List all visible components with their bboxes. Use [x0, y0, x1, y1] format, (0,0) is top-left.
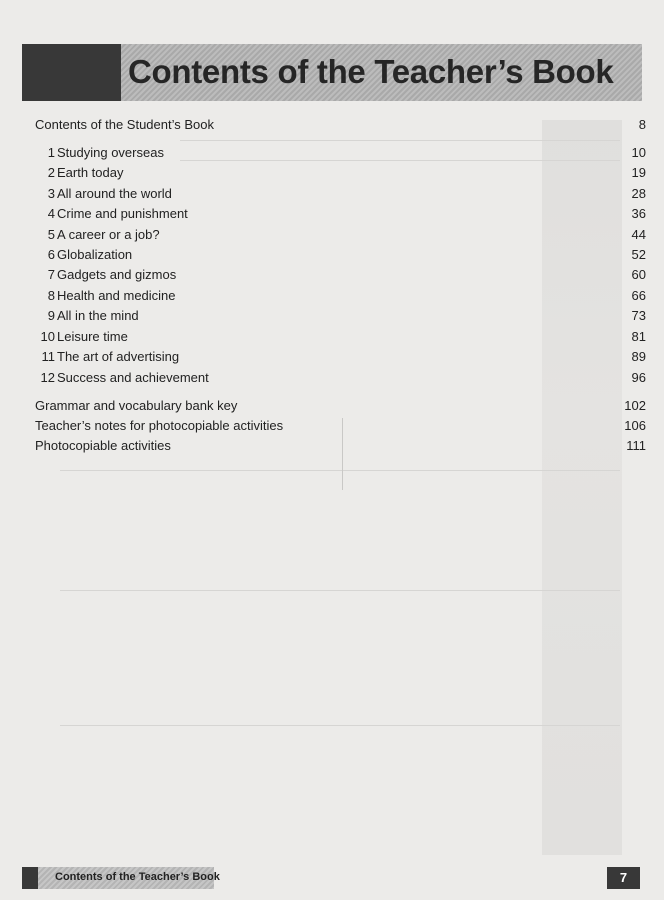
unit-number: 7: [47, 267, 55, 282]
unit-number: 8: [47, 288, 55, 303]
page-title: Contents of the Teacher’s Book: [128, 53, 614, 90]
toc-unit-3[interactable]: [35, 185, 646, 203]
toc-unit-8[interactable]: [35, 287, 646, 305]
toc-entry-title: Grammar and vocabulary bank key: [35, 398, 238, 413]
unit-page: 10: [631, 145, 646, 160]
unit-number: 5: [47, 227, 55, 242]
unit-number: 9: [47, 308, 55, 323]
toc-entry-title: Teacher’s notes for photocopiable activities: [35, 418, 284, 433]
unit-page: 66: [631, 288, 646, 303]
toc-entry-grammar-key[interactable]: [35, 397, 646, 415]
toc-entry-photocopiables[interactable]: [35, 437, 646, 455]
toc-unit-10[interactable]: [35, 328, 646, 346]
unit-number: 12: [40, 370, 55, 385]
toc-entry-page: 8: [638, 117, 646, 132]
unit-number: 4: [47, 206, 55, 221]
unit-page: 19: [631, 165, 646, 180]
unit-page: 36: [631, 206, 646, 221]
unit-page: 89: [631, 349, 646, 364]
title-banner: [22, 44, 642, 101]
toc-unit-7[interactable]: [35, 266, 646, 284]
unit-title: Crime and punishment: [57, 206, 188, 221]
unit-title: All around the world: [57, 186, 172, 201]
background-ghost-line: [60, 725, 620, 726]
footer-label: Contents of the Teacher’s Book: [55, 871, 220, 883]
banner-block: [22, 44, 121, 101]
unit-title: A career or a job?: [57, 227, 160, 242]
unit-number: 1: [47, 145, 55, 160]
toc-entry-teachers-notes[interactable]: [35, 417, 646, 435]
unit-title: Health and medicine: [57, 288, 176, 303]
unit-title: Success and achievement: [57, 370, 209, 385]
footer-bar: [38, 867, 220, 889]
toc-unit-9[interactable]: [35, 307, 646, 325]
unit-title: The art of advertising: [57, 349, 180, 364]
unit-title: Globalization: [57, 247, 133, 262]
unit-number: 10: [40, 329, 55, 344]
unit-title: Gadgets and gizmos: [57, 267, 177, 282]
unit-title: Leisure time: [57, 329, 128, 344]
unit-title: All in the mind: [57, 308, 139, 323]
unit-page: 73: [631, 308, 646, 323]
page-number: 7: [607, 867, 640, 889]
footer-block: [22, 867, 38, 889]
unit-page: 96: [631, 370, 646, 385]
toc-unit-6[interactable]: [35, 246, 646, 264]
unit-page: 44: [631, 227, 646, 242]
unit-number: 2: [47, 165, 55, 180]
toc-unit-1[interactable]: [35, 144, 646, 162]
toc-entry-title: Photocopiable activities: [35, 438, 171, 453]
toc-unit-2[interactable]: [35, 164, 646, 182]
toc-unit-5[interactable]: [35, 226, 646, 244]
unit-title: Earth today: [57, 165, 124, 180]
toc-entry-page: 106: [624, 418, 646, 433]
toc-entry-title: Contents of the Student’s Book: [35, 117, 214, 132]
unit-number: 6: [47, 247, 55, 262]
unit-page: 28: [631, 186, 646, 201]
unit-number: 3: [47, 186, 55, 201]
toc-entry-student-book[interactable]: [35, 116, 646, 134]
background-ghost-line: [180, 140, 620, 141]
unit-number: 11: [41, 349, 55, 364]
unit-page: 60: [631, 267, 646, 282]
toc-entry-page: 111: [626, 438, 646, 453]
unit-page: 81: [631, 329, 646, 344]
background-ghost-line: [60, 590, 620, 591]
toc-entry-page: 102: [624, 398, 646, 413]
unit-page: 52: [631, 247, 646, 262]
toc-unit-12[interactable]: [35, 369, 646, 387]
toc-unit-4[interactable]: [35, 205, 646, 223]
unit-title: Studying overseas: [57, 145, 164, 160]
toc-unit-11[interactable]: [35, 348, 646, 366]
background-ghost-line: [60, 470, 620, 471]
